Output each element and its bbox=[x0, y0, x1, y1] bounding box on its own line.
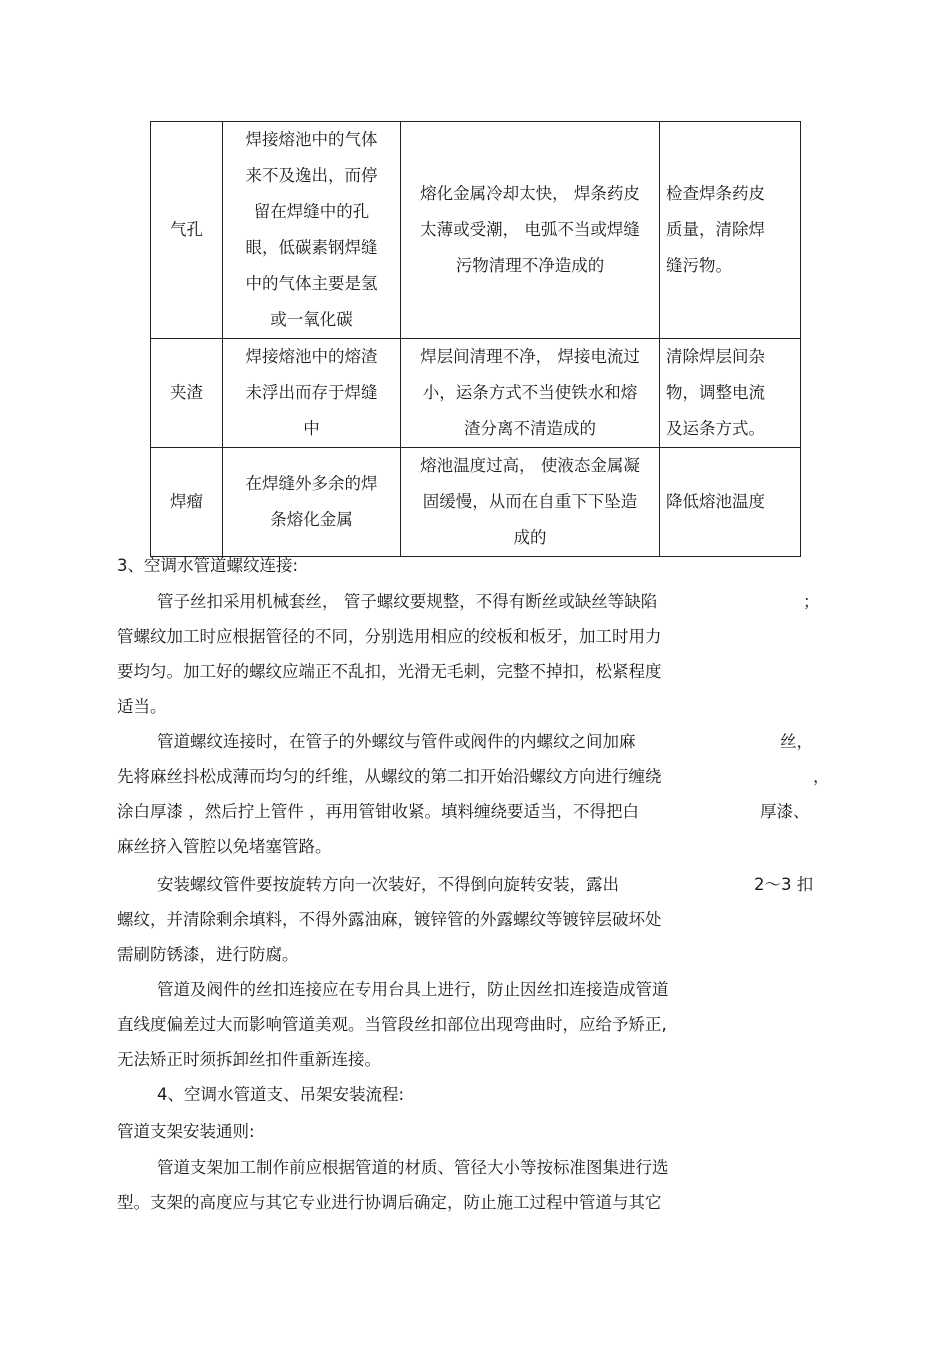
defect-description-cell: 焊接熔池中的熔渣 未浮出而存于焊缝 中 bbox=[223, 339, 401, 448]
paragraph-tail: 厚漆、 bbox=[760, 802, 810, 821]
paragraph-thread-cutting: 管子丝扣采用机械套丝， 管子螺纹要规整，不得有断丝或缺丝等缺陷 管螺纹加工时应根据管径的不同，分别选用相应的绞板和板牙，加工时用力 要均匀。加工好的螺纹应端正不乱扣，光滑无毛刺，完整不掉扣，松紧程度 适当。 bbox=[117, 592, 662, 716]
table-row bbox=[151, 448, 801, 557]
paragraph-support-fabrication: 管道支架加工制作前应根据管道的材质、管径大小等按标准图集进行选 型。支架的高度应与其它专业进行协调后确定，防止施工过程中管道与其它 bbox=[117, 1158, 669, 1212]
paragraph-thread-joining: 管道螺纹连接时，在管子的外螺纹与管件或阀件的内螺纹之间加麻 先将麻丝抖松成薄而均匀的纤维，从螺纹的第二扣开始沿螺纹方向进行缠绕 涂白厚漆 ，然后拧上管件 ，再用管钳收紧。填料缠绕要适当，不得把白 麻丝挤入管腔以免堵塞管路。 bbox=[117, 732, 662, 856]
defect-name-cell: 气孔 bbox=[151, 122, 223, 339]
defect-cause-cell: 熔池温度过高， 使液态金属凝 固缓慢，从而在自重下下坠造 成的 bbox=[401, 448, 660, 557]
paragraph-fitting-install: 安装螺纹管件要按旋转方向一次装好，不得倒向旋转安装，露出 螺纹，并清除剩余填料，不得外露油麻，镀锌管的外露螺纹等镀锌层破坏处 需刷防锈漆，进行防腐。 bbox=[117, 875, 662, 964]
weld-defects-table bbox=[150, 121, 801, 557]
paragraph-valve-threading: 管道及阀件的丝扣连接应在专用台具上进行，防止因丝扣连接造成管道 直线度偏差过大而影响管道美观。当管段丝扣部位出现弯曲时，应给予矫正, 无法矫正时须拆卸丝扣件重新连接。 bbox=[117, 980, 669, 1069]
defect-remedy-cell: 清除焊层间杂 物，调整电流 及运条方式。 bbox=[660, 339, 801, 448]
defect-description-cell: 在焊缝外多余的焊 条熔化金属 bbox=[223, 448, 401, 557]
section-4-heading: 4、空调水管道支、吊架安装流程: bbox=[157, 1085, 405, 1104]
defect-remedy-cell: 检查焊条药皮 质量，清除焊 缝污物。 bbox=[660, 122, 801, 339]
paragraph-tail: 2～3 扣 bbox=[754, 875, 814, 894]
defect-name-cell: 夹渣 bbox=[151, 339, 223, 448]
table-row bbox=[151, 122, 801, 339]
defect-remedy-cell: 降低熔池温度 bbox=[660, 448, 801, 557]
section-3-heading: 3、空调水管道螺纹连接: bbox=[117, 556, 299, 575]
general-rules-heading: 管道支架安装通则: bbox=[117, 1122, 255, 1141]
table-row bbox=[151, 339, 801, 448]
defect-description-cell: 焊接熔池中的气体 来不及逸出，而停 留在焊缝中的孔 眼，低碳素钢焊缝 中的气体主要是氢 或一氧化碳 bbox=[223, 122, 401, 339]
paragraph-tail: ； bbox=[803, 592, 820, 611]
paragraph-tail: 丝， bbox=[780, 732, 813, 751]
defect-cause-cell: 焊层间清理不净， 焊接电流过 小，运条方式不当使铁水和熔 渣分离不清造成的 bbox=[401, 339, 660, 448]
paragraph-tail: ， bbox=[813, 767, 830, 786]
defect-name-cell: 焊瘤 bbox=[151, 448, 223, 557]
defect-cause-cell: 熔化金属冷却太快， 焊条药皮 太薄或受潮， 电弧不当或焊缝 污物清理不净造成的 bbox=[401, 122, 660, 339]
